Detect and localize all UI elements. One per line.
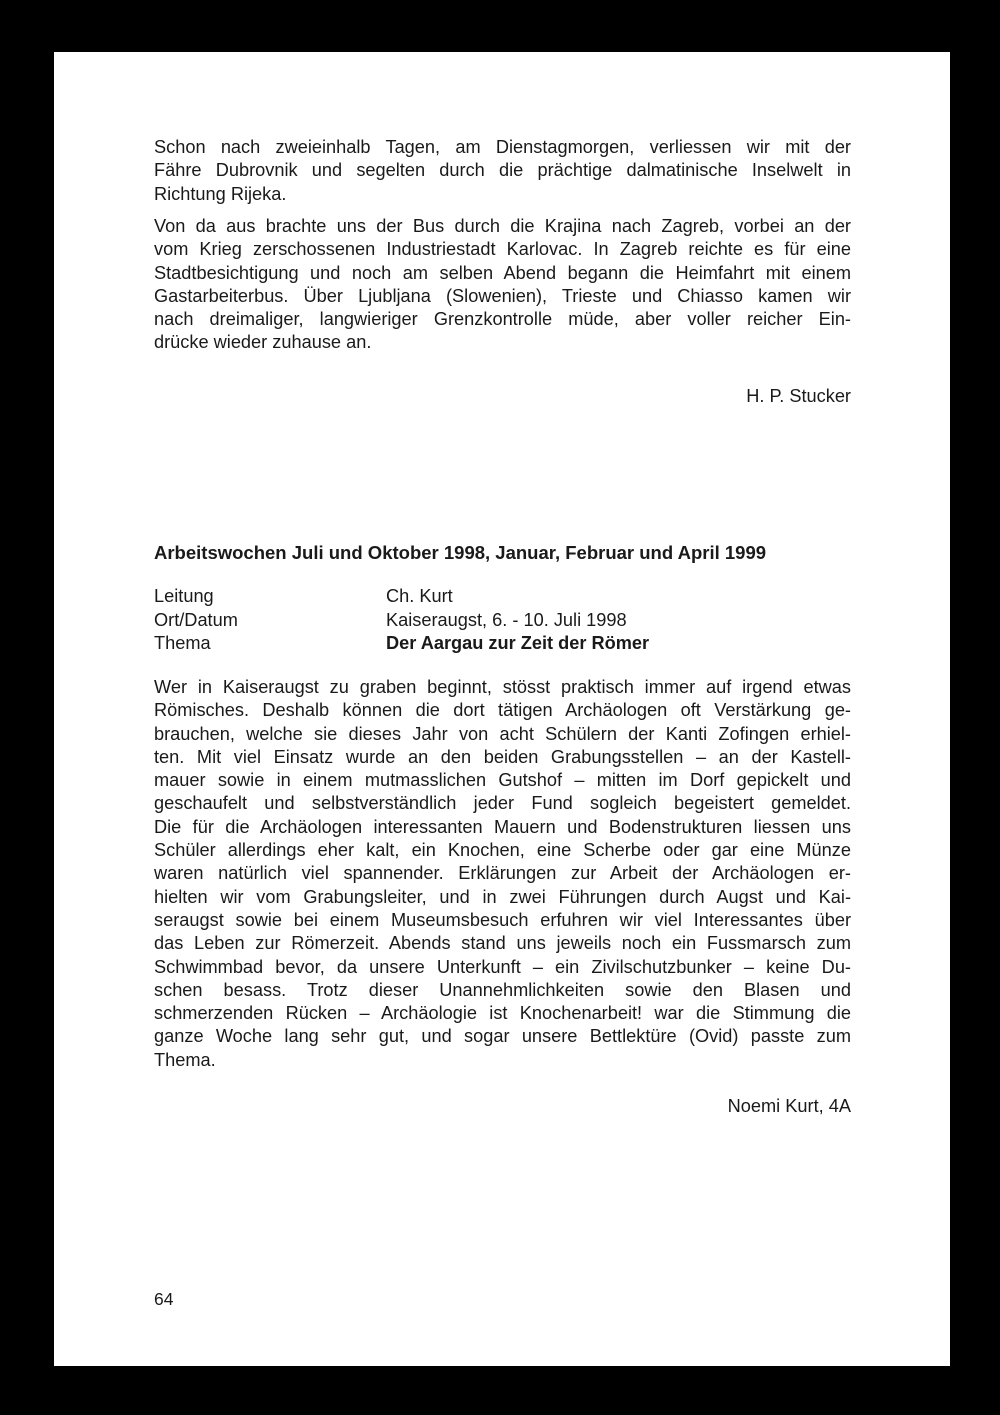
document-page xyxy=(54,52,950,1366)
text-line: seraugst sowie bei einem Museumsbesuch erfuhren wir viel Interessantes über xyxy=(154,909,851,930)
text-line: waren natürlich viel spannender. Erklärungen zur Arbeit der Archäologen er- xyxy=(154,863,851,884)
info-row-leitung xyxy=(154,585,649,609)
text-line: hielten wir vom Grabungsleiter, und in zwei Führungen durch Augst und Kai- xyxy=(154,886,851,907)
info-row-ort-datum xyxy=(154,609,649,633)
article1-paragraph1 xyxy=(154,136,851,206)
text-line: Von da aus brachte uns der Bus durch die Krajina nach Zagreb, vorbei an der xyxy=(154,216,851,236)
text-line: drücke wieder zuhause an. xyxy=(154,332,372,353)
text-line: Gastarbeiterbus. Über Ljubljana (Slowenien), Trieste und Chiasso kamen wir xyxy=(154,285,851,306)
text-line: Wer in Kaiseraugst zu graben beginnt, stösst praktisch immer auf irgend etwas xyxy=(154,677,851,697)
text-line: vom Krieg zerschossenen Industriestadt Karlovac. In Zagreb reichte es für eine xyxy=(154,239,851,260)
text-line: ganze Woche lang sehr gut, und sogar unsere Bettlektüre (Ovid) passte zum xyxy=(154,1026,851,1047)
text-line: brauchen, welche sie dieses Jahr von acht Schülern der Kanti Zofingen erhiel- xyxy=(154,723,851,744)
article1-signature: H. P. Stucker xyxy=(746,386,851,406)
info-label: Ort/Datum xyxy=(154,609,238,630)
article2-body xyxy=(154,676,851,1072)
article1-paragraph2 xyxy=(154,215,851,355)
text-line: schen besass. Trotz dieser Unannehmlichkeiten sowie den Blasen und xyxy=(154,979,851,1000)
page-number: 64 xyxy=(154,1289,174,1309)
text-line: Fähre Dubrovnik und segelten durch die prächtige dalmatinische Inselwelt in xyxy=(154,160,851,181)
info-value: Ch. Kurt xyxy=(386,586,453,606)
text-line: Richtung Rijeka. xyxy=(154,183,287,204)
text-line: Schwimmbad bevor, da unsere Unterkunft – ein Zivilschutzbunker – keine Du- xyxy=(154,956,851,977)
text-line: Die für die Archäologen interessanten Mauern und Bodenstrukturen liessen uns xyxy=(154,816,851,837)
text-line: Stadtbesichtigung und noch am selben Abend begann die Heimfahrt mit einem xyxy=(154,262,851,283)
text-line: Schon nach zweieinhalb Tagen, am Dienstagmorgen, verliessen wir mit der xyxy=(154,137,851,157)
text-line: das Leben zur Römerzeit. Abends stand uns jeweils noch ein Fussmarsch zum xyxy=(154,933,851,954)
article2-signature: Noemi Kurt, 4A xyxy=(727,1096,851,1116)
text-line: Römisches. Deshalb können die dort tätigen Archäologen oft Verstärkung ge- xyxy=(154,700,851,721)
text-line: Thema. xyxy=(154,1049,216,1070)
text-line: schmerzenden Rücken – Archäologie ist Knochenarbeit! war die Stimmung die xyxy=(154,1003,851,1024)
article2-heading: Arbeitswochen Juli und Oktober 1998, Januar, Februar und April 1999 xyxy=(154,542,767,563)
info-row-thema xyxy=(154,632,649,656)
article2-info-table xyxy=(154,585,649,656)
info-value: Kaiseraugst, 6. - 10. Juli 1998 xyxy=(386,609,627,630)
text-line: ten. Mit viel Einsatz wurde an den beiden Grabungsstellen – an der Kastell- xyxy=(154,746,851,767)
text-line: mauer sowie in einem mutmasslichen Gutshof – mitten im Dorf gepickelt und xyxy=(154,770,851,791)
text-line: nach dreimaliger, langwieriger Grenzkontrolle müde, aber voller reicher Ein- xyxy=(154,309,851,330)
text-line: geschaufelt und selbstverständlich jeder Fund sogleich begeistert gemeldet. xyxy=(154,793,851,814)
text-line: Schüler allerdings eher kalt, ein Knochen, eine Scherbe oder gar eine Münze xyxy=(154,840,851,861)
info-label: Leitung xyxy=(154,586,214,606)
info-value-topic: Der Aargau zur Zeit der Römer xyxy=(386,633,650,653)
info-label: Thema xyxy=(154,633,211,653)
